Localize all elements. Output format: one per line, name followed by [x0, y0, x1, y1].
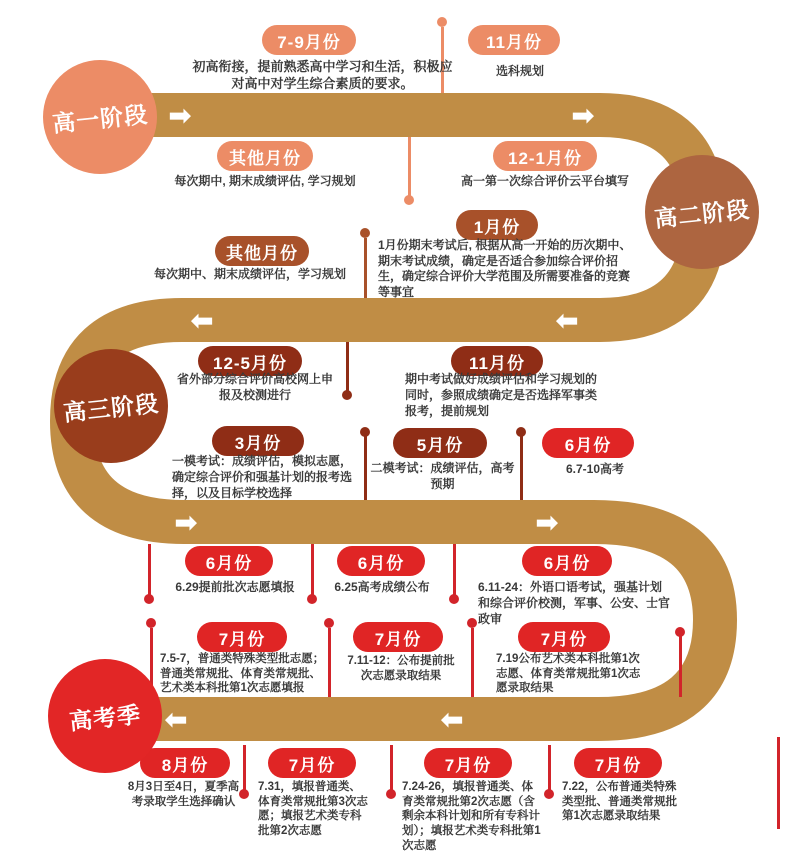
milestone-badge-jun-gaokao: 6月份 — [542, 428, 634, 458]
milestone-note-other-g11: 每次期中、期末成绩评估，学习规划 — [153, 267, 346, 281]
stage-circle-gaokao-season — [48, 659, 162, 773]
milestone-note-nov-g10: 选科规划 — [495, 64, 544, 78]
connector-line — [346, 342, 349, 392]
milestone-badge-dec-may: 12-5月份 — [198, 346, 302, 376]
milestone-note-jul-22: 7.22，公布普通类特殊类型批、普通类常规批第1次志愿录取结果 — [562, 781, 677, 823]
milestone-note-may: 二模考试：成绩评估，高考预期 — [370, 461, 515, 491]
milestone-badge-nov-g10: 11月份 — [468, 25, 560, 55]
connector-line — [471, 628, 474, 697]
milestone-note-aug: 8月3日至4日，夏季高考录取学生选择确认 — [127, 781, 240, 808]
connector-line — [243, 745, 246, 791]
milestone-badge-jun-25: 6月份 — [337, 546, 425, 576]
connector-dot — [404, 195, 414, 205]
milestone-note-jun-25: 6.25高考成绩公布 — [334, 580, 430, 594]
milestone-badge-aug: 8月份 — [140, 748, 230, 778]
connector-line — [364, 238, 367, 298]
connector-line — [408, 137, 411, 197]
milestone-note-jul-11-12: 7.11-12：公布提前批次志愿录取结果 — [347, 655, 455, 682]
stage-label: 高三阶段 — [62, 389, 161, 426]
milestone-badge-mar: 3月份 — [212, 426, 304, 456]
milestone-badge-jul-5-7: 7月份 — [197, 622, 287, 652]
milestone-note-jul-sep: 初高衔接，提前熟悉高中学习和生活，积极应对高中对学生综合素质的要求。 — [192, 59, 453, 92]
connector-line — [679, 636, 682, 697]
milestone-note-jul-24-26: 7.24-26，填报普通类、体育类常规批第2次志愿（含剩余本科计划和所有专科计划）；填报艺术类专科批第1次志愿 — [402, 781, 541, 852]
milestone-badge-jun-29: 6月份 — [185, 546, 273, 576]
arrow-right-icon: ➡ — [168, 99, 192, 131]
milestone-note-jul-31: 7.31，填报普通类、体育类常规批第3次志愿；填报艺术类专科批第2次志愿 — [258, 781, 368, 838]
connector-dot — [467, 618, 477, 628]
milestone-badge-jul-22: 7月份 — [574, 748, 662, 778]
milestone-badge-may: 5月份 — [393, 428, 487, 458]
milestone-note-jan-g11: 1月份期末考试后, 根据从高一开始的历次期中、期末考试成绩，确定是否适合参加综合评价招生，确定综合评价大学范围及所需要准备的竞赛等事宜 — [378, 238, 632, 299]
milestone-badge-jun-11-24: 6月份 — [522, 546, 612, 576]
arrow-right-icon: ➡ — [571, 99, 595, 131]
connector-line — [390, 745, 393, 791]
milestone-badge-dec-jan: 12-1月份 — [493, 141, 597, 171]
arrow-left-icon: ⬅ — [190, 304, 214, 336]
milestone-note-other-g10: 每次期中, 期末成绩评估, 学习规划 — [174, 174, 356, 188]
milestone-note-nov-g12: 期中考试做好成绩评估和学习规划的同时，参照成绩确定是否选择军事类报考，提前规划 — [405, 372, 598, 418]
milestone-note-jun-29: 6.29提前批次志愿填报 — [175, 580, 295, 594]
arrow-right-icon: ➡ — [535, 506, 559, 538]
connector-dot — [386, 789, 396, 799]
stage-label: 高考季 — [67, 700, 143, 735]
milestone-badge-jul-11-12: 7月份 — [353, 622, 443, 652]
arrow-left-icon: ⬅ — [440, 703, 464, 735]
connector-dot — [324, 618, 334, 628]
milestone-badge-jul-sep: 7-9月份 — [262, 25, 356, 55]
milestone-note-dec-jan: 高一第一次综合评价云平台填写 — [460, 174, 629, 188]
milestone-badge-other-g11: 其他月份 — [215, 236, 309, 266]
milestone-badge-jul-31: 7月份 — [268, 748, 356, 778]
connector-line — [777, 737, 780, 829]
milestone-note-jun-gaokao: 6.7-10高考 — [565, 462, 625, 476]
milestone-note-jun-11-24: 6.11-24：外语口语考试，强基计划和综合评价校测，军事、公安、士官政审 — [478, 580, 671, 626]
connector-dot — [449, 594, 459, 604]
arrow-down-icon: ⬇ — [664, 587, 688, 619]
milestone-badge-jul-24-26: 7月份 — [424, 748, 512, 778]
connector-line — [328, 628, 331, 697]
connector-line — [520, 436, 523, 500]
connector-line — [364, 436, 367, 500]
connector-line — [453, 544, 456, 596]
stage-label: 高一阶段 — [51, 100, 150, 137]
milestone-badge-nov-g12: 11月份 — [451, 346, 543, 376]
arrow-left-icon: ⬅ — [164, 703, 188, 735]
connector-dot — [437, 17, 447, 27]
arrow-left-icon: ⬅ — [555, 304, 579, 336]
connector-line — [548, 745, 551, 791]
milestone-badge-jan-g11: 1月份 — [456, 210, 538, 240]
connector-dot — [342, 390, 352, 400]
connector-dot — [360, 228, 370, 238]
connector-dot — [544, 789, 554, 799]
milestone-badge-jul-19: 7月份 — [518, 622, 610, 652]
milestone-note-dec-may: 省外部分综合评价高校网上申报及校测进行 — [176, 372, 333, 402]
connector-dot — [146, 618, 156, 628]
stage-circle-grade11 — [645, 155, 759, 269]
arrow-right-icon: ➡ — [174, 506, 198, 538]
stage-label: 高二阶段 — [653, 195, 752, 232]
milestone-note-mar: 一模考试：成绩评估，模拟志愿，确定综合评价和强基计划的报考选择，以及目标学校选择 — [172, 454, 353, 500]
stage-circle-grade12 — [54, 349, 168, 463]
stage-circle-grade10 — [43, 60, 157, 174]
milestone-note-jul-5-7: 7.5-7，普通类特殊类型批志愿；普通类常规批、体育类常规批、艺术类本科批第1次志愿填报 — [160, 653, 325, 695]
milestone-badge-other-g10: 其他月份 — [217, 141, 313, 171]
milestone-note-jul-19: 7.19公布艺术类本科批第1次志愿、体育类常规批第1次志愿录取结果 — [496, 653, 641, 695]
